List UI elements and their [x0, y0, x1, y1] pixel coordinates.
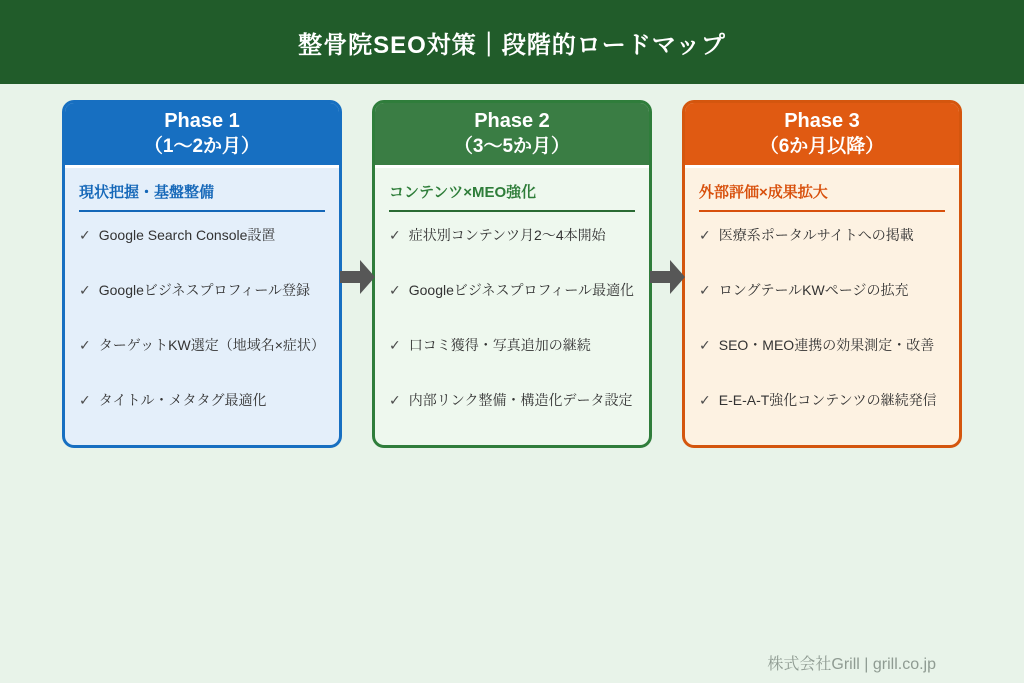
footer-credit: 株式会社Grill | grill.co.jp [767, 656, 936, 673]
item-text: E-E-A-T強化コンテンツの継続発信 [718, 391, 937, 408]
check-icon: ✓ [389, 227, 401, 243]
list-item [389, 281, 639, 300]
page-title: 整骨院SEO対策｜段階的ロードマップ [298, 31, 726, 59]
phase-1-name: Phase 1 [164, 110, 240, 132]
arrow-right-icon [340, 257, 376, 297]
list-item [699, 226, 949, 245]
item-text: 医療系ポータルサイトへの掲載 [718, 227, 914, 243]
check-icon: ✓ [79, 336, 91, 353]
item-text: Googleビジネスプロフィール最適化 [408, 281, 635, 298]
phase-1-item-list [79, 226, 329, 410]
list-item [389, 391, 639, 410]
item-text: Google Search Console設置 [98, 227, 276, 243]
check-icon: ✓ [389, 281, 401, 298]
list-item [699, 391, 949, 410]
phase-2-card [372, 100, 652, 448]
phase-1-subtitle: 現状把握・基盤整備 [79, 181, 325, 212]
item-text: 口コミ獲得・写真追加の継続 [408, 336, 591, 353]
check-icon: ✓ [79, 227, 91, 243]
top-banner [0, 0, 1024, 84]
phase-2-name: Phase 2 [474, 110, 550, 132]
phase-2-period: （3〜5か月） [453, 136, 571, 157]
item-text: SEO・MEO連携の効果測定・改善 [718, 336, 935, 353]
phase-1-card [62, 100, 342, 448]
phase-3-item-list [699, 226, 949, 410]
list-item [79, 226, 329, 245]
phase-3-card [682, 100, 962, 448]
item-text: ターゲットKW選定（地域名×症状） [98, 336, 325, 353]
check-icon: ✓ [699, 227, 711, 243]
check-icon: ✓ [699, 391, 711, 408]
phase-3-name: Phase 3 [784, 110, 860, 132]
check-icon: ✓ [699, 281, 711, 298]
check-icon: ✓ [389, 391, 401, 408]
item-text: タイトル・メタタグ最適化 [98, 391, 267, 408]
item-text: 症状別コンテンツ月2〜4本開始 [408, 227, 606, 243]
list-item [79, 336, 329, 355]
phase-3-header [685, 103, 959, 168]
arrow-right-icon [650, 257, 686, 297]
phase-3-subtitle: 外部評価×成果拡大 [699, 181, 945, 212]
list-item [699, 336, 949, 355]
list-item [389, 226, 639, 245]
check-icon: ✓ [699, 336, 711, 353]
item-text: Googleビジネスプロフィール登録 [98, 281, 311, 298]
phase-2-subtitle: コンテンツ×MEO強化 [389, 181, 635, 212]
phase-2-header [375, 103, 649, 168]
item-text: 内部リンク整備・構造化データ設定 [408, 391, 633, 408]
list-item [699, 281, 949, 300]
list-item [389, 336, 639, 355]
phase-3-period: （6か月以降） [759, 136, 885, 157]
item-text: ロングテールKWページの拡充 [718, 281, 909, 298]
list-item [79, 281, 329, 300]
check-icon: ✓ [79, 391, 91, 408]
phase-1-header [65, 103, 339, 168]
phase-2-item-list [389, 226, 639, 410]
phase-1-period: （1〜2か月） [143, 136, 261, 157]
check-icon: ✓ [389, 336, 401, 353]
list-item [79, 391, 329, 410]
check-icon: ✓ [79, 281, 91, 298]
